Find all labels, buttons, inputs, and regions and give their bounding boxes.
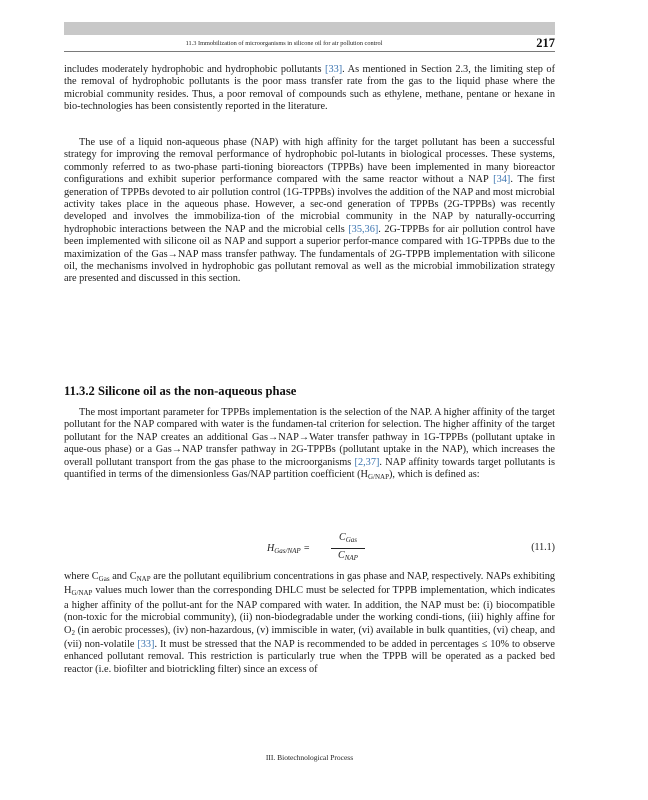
paragraph-2-text-a: The use of a liquid non-aqueous phase (NAP) with high affinity for the target pollutant has been a successful strategy for improving the removal performance of hydrophobic pol-lutants in biological processes. These systems, commonly referred to as two-phase parti-tioning bioreactors (TPPBs) have been implemented in many bioreactor configurations and exhibit superior performance compared with the same reactor without a NAP [64,137,555,186]
paragraph-3-text-b: . NAP affinity towards target pollutants is quantified in terms of the dimensionless Gas/NAP partition coefficient (H [64,456,555,481]
subscript: G/NAP [71,589,93,598]
fraction-bar [331,548,365,549]
paragraph-4-text-b: and C [109,571,137,582]
equation-numerator [331,532,365,546]
paragraph-4-text-e: (in aerobic processes), (iv) non-hazardous, (v) immiscible in water, (vi) available in bulk quantities, (vi) cheap, and (vii) non-volatile [64,624,555,651]
paragraph-4-text-c: are the pollutant equilibrium concentrations in gas phase and NAP, respectively. NAPs exhibiting H [64,571,555,597]
paragraph-2-text-c: . 2G-TPPBs for air pollution control have been implemented with silicone oil as NAP and support a superior perfor-mance compared with 1G-TPPBs due to the maximization of the Gas→NAP mass transfer pathway. The fundamentals of 2G-TPPB implementation with silicone oil, the mechanisms involved in hydrophobic gas pollutant removal as well as the microbial immobilization strategy are presented and discussed in this section. [64,223,555,285]
denominator-symbol: C [338,550,345,561]
paragraph-3-text-a: The most important parameter for TPPBs implementation is the selection of the NAP. A higher affinity of the target pollutant for the NAP compared with water is the fundamen-tal criterion for selection. The higher affinity of the target pollutant for the NAP creates an additional Gas→NAP→Water transfer pathway in 1G-TPPBs (pollutant uptake in aque-ous phase) or a Gas→NAP transfer pathway in 2G-TPPBs (pollutant uptake in the NAP), which increases the overall pollutant transport from the gas phase to the microorganisms [64,407,555,468]
equation-number: (11.1) [531,542,555,553]
citation-link[interactable]: [35,36] [348,223,379,235]
paragraph-1-text-b: . As mentioned in Section 2.3, the limiting step of the removal of hydrophobic pollutants is the poor mass transfer rate from the gas to the liquid phase where the microbial community resides. Thus, a poor removal of compounds such as ethylene, methane, pentane or hexane in bio-technologies has been consistently reported in the literature. [64,64,555,113]
page-number: 217 [536,36,555,50]
subscript: 2 [71,628,75,637]
paragraph-1 [64,64,555,114]
paragraph-1-text-a: includes moderately hydrophobic and hydrophobic pollutants [64,64,326,75]
section-heading: 11.3.2 Silicone oil as the non-aqueous phase [64,384,297,398]
citation-link[interactable]: [34] [493,174,511,186]
equation-denominator [331,550,365,564]
equation-lhs-subscript: Gas/NAP [274,547,301,555]
paragraph-4 [64,571,555,676]
equation-lhs [267,543,310,555]
equation-11-1 [64,532,555,566]
citation-link[interactable]: [33] [137,639,155,651]
paragraph-4-text-f: . It must be stressed that the NAP is recommended to be added in percentages ≤ 10% to observe enhanced pollutant removal. This restriction is particularly true when the TPPB will be operated as a packed bed reactor (i.e. biofilter and biotrickling filter) since an excess of [64,639,555,675]
paragraph-2 [64,137,555,286]
numerator-subscript: Gas [345,536,357,544]
citation-link[interactable]: [2,37] [354,456,380,468]
header-band [64,22,555,35]
equation-equals: = [300,543,310,554]
citation-link[interactable]: [33] [325,64,343,75]
page-footer: III. Biotechnological Process [265,753,354,762]
denominator-subscript: NAP [344,554,358,562]
equation-lhs-symbol: H [267,543,275,554]
numerator-symbol: C [339,532,346,543]
subscript: G/NAP [367,473,389,482]
paragraph-4-text-a: where C [64,571,99,582]
subscript: Gas [98,575,110,583]
subscript: NAP [136,575,151,583]
equation-fraction [331,532,365,564]
running-head: 11.3 Immobilization of microorganisms in silicone oil for air pollution control [185,40,383,47]
paragraph-4-text-d: values much lower than the corresponding DHLC must be selected for TPPB implementation, which indicates a higher affinity of the pollut-ant for the NAP compared with water. In addition, the NAP must be: (i) biocompatible (non-toxic for the microbial community), (ii) non-biodegradable under the working condi-tions, (iii) highly affine for O [64,585,555,636]
paragraph-3 [64,407,555,483]
paragraph-2-text-b: . The first generation of TPPBs devoted to air pollution control (1G-TPPBs) involves the addition of the NAP and most microbial activity takes place in the aqueous phase. However, a sec-ond generation of TPPBs (2G-TPPBs) was recently developed and involves the immobiliza-tion of the microbial community in the NAP by naturally-occurring hydrophobic interactions between the NAP and the microbial cells [64,174,556,235]
header-rule [64,51,555,52]
paragraph-3-text-c: ), which is defined as: [389,469,480,481]
